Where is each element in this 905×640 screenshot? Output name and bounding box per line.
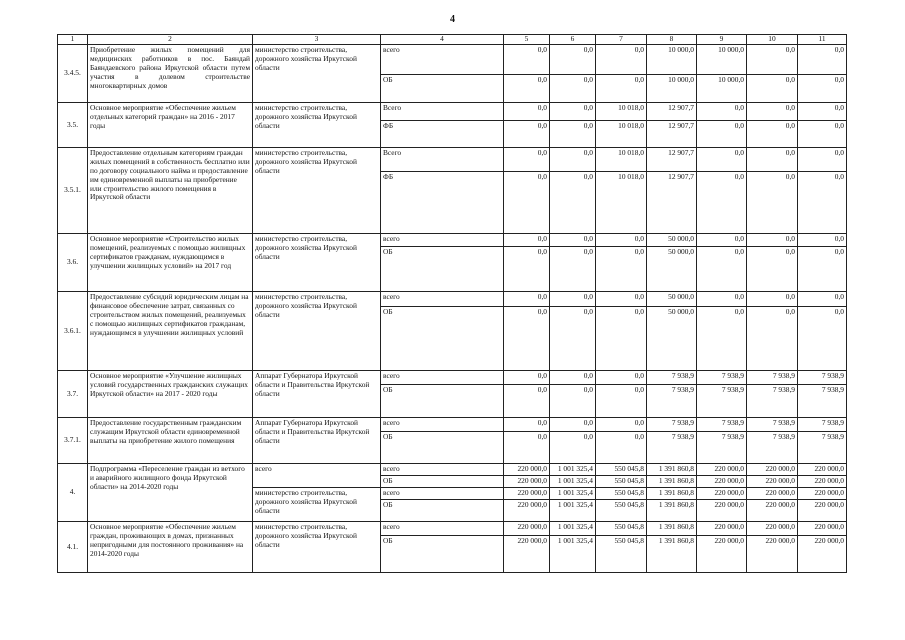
funding-source: всего [381, 464, 504, 476]
amount-cell: 0,0 [550, 307, 596, 371]
amount-cell: 7 938,9 [798, 385, 847, 418]
amount-cell: 7 938,9 [697, 385, 747, 418]
amount-cell: 1 391 860,8 [647, 536, 697, 573]
amount-cell: 0,0 [798, 148, 847, 172]
amount-cell: 0,0 [596, 75, 647, 103]
funding-source: ФБ [381, 172, 504, 234]
col-header: 9 [697, 35, 747, 45]
col-header: 7 [596, 35, 647, 45]
amount-cell: 0,0 [798, 234, 847, 247]
table-row [58, 292, 847, 307]
amount-cell: 0,0 [747, 148, 798, 172]
amount-cell: 0,0 [550, 234, 596, 247]
amount-cell: 220 000,0 [798, 522, 847, 536]
amount-cell: 0,0 [550, 45, 596, 75]
amount-cell: 1 001 325,4 [550, 476, 596, 488]
amount-cell: 0,0 [504, 121, 550, 148]
amount-cell: 12 907,7 [647, 148, 697, 172]
row-name: Основное мероприятие «Обеспечение жильем граждан, проживающих в домах, признанных непригодными для постоянного проживания» на 2014-2020 годы [88, 522, 253, 573]
amount-cell: 0,0 [550, 292, 596, 307]
row-executor: министерство строительства, дорожного хозяйства Иркутской области [253, 292, 381, 371]
row-executor: министерство строительства, дорожного хозяйства Иркутской области [253, 45, 381, 103]
row-code: 4.1. [58, 522, 88, 573]
funding-source: ОБ [381, 385, 504, 418]
amount-cell: 220 000,0 [504, 536, 550, 573]
amount-cell: 220 000,0 [747, 488, 798, 500]
amount-cell: 0,0 [697, 307, 747, 371]
amount-cell: 220 000,0 [747, 500, 798, 522]
amount-cell: 220 000,0 [697, 464, 747, 476]
amount-cell: 0,0 [697, 247, 747, 292]
amount-cell: 0,0 [697, 172, 747, 234]
amount-cell: 1 391 860,8 [647, 464, 697, 476]
funding-source: всего [381, 522, 504, 536]
amount-cell: 7 938,9 [798, 432, 847, 464]
amount-cell: 0,0 [747, 247, 798, 292]
amount-cell: 220 000,0 [697, 488, 747, 500]
funding-source: всего [381, 488, 504, 500]
amount-cell: 0,0 [697, 234, 747, 247]
amount-cell: 0,0 [798, 121, 847, 148]
amount-cell: 1 001 325,4 [550, 500, 596, 522]
col-header: 6 [550, 35, 596, 45]
amount-cell: 0,0 [550, 418, 596, 432]
amount-cell: 550 045,8 [596, 464, 647, 476]
col-header: 5 [504, 35, 550, 45]
amount-cell: 7 938,9 [798, 418, 847, 432]
table-row [58, 234, 847, 247]
funding-source: всего [381, 234, 504, 247]
table-row [58, 371, 847, 385]
row-name: Основное мероприятие «Улучшение жилищных условий государственных гражданских служащих Иркутской области» на 2017 - 2020 годы [88, 371, 253, 418]
amount-cell: 0,0 [504, 172, 550, 234]
amount-cell: 7 938,9 [647, 371, 697, 385]
amount-cell: 220 000,0 [504, 476, 550, 488]
funding-source: ОБ [381, 476, 504, 488]
row-name: Основное мероприятие «Обеспечение жильем отдельных категорий граждан» на 2016 - 2017 годы [88, 103, 253, 148]
amount-cell: 0,0 [747, 172, 798, 234]
row-name: Подпрограмма «Переселение граждан из ветхого и аварийного жилищного фонда Иркутской области» на 2014-2020 годы [88, 464, 253, 522]
amount-cell: 220 000,0 [504, 464, 550, 476]
row-code: 3.6.1. [58, 292, 88, 371]
amount-cell: 550 045,8 [596, 536, 647, 573]
amount-cell: 1 001 325,4 [550, 522, 596, 536]
amount-cell: 220 000,0 [798, 476, 847, 488]
row-code: 3.4.5. [58, 45, 88, 103]
amount-cell: 7 938,9 [747, 371, 798, 385]
amount-cell: 220 000,0 [798, 500, 847, 522]
amount-cell: 0,0 [798, 45, 847, 75]
amount-cell: 0,0 [747, 121, 798, 148]
funding-source: ОБ [381, 500, 504, 522]
amount-cell: 0,0 [697, 103, 747, 121]
amount-cell: 1 001 325,4 [550, 464, 596, 476]
amount-cell: 0,0 [504, 385, 550, 418]
amount-cell: 0,0 [697, 292, 747, 307]
funding-source: всего [381, 371, 504, 385]
amount-cell: 0,0 [504, 45, 550, 75]
amount-cell: 10 018,0 [596, 148, 647, 172]
col-header: 2 [88, 35, 253, 45]
amount-cell: 7 938,9 [647, 385, 697, 418]
header-row [58, 35, 847, 45]
amount-cell: 220 000,0 [798, 488, 847, 500]
amount-cell: 0,0 [504, 103, 550, 121]
amount-cell: 0,0 [798, 75, 847, 103]
amount-cell: 0,0 [596, 418, 647, 432]
row-name: Предоставление государственным гражданским служащим Иркутской области единовременной выплаты на приобретение жилого помещения [88, 418, 253, 464]
amount-cell: 10 000,0 [647, 75, 697, 103]
funding-source: всего [381, 45, 504, 75]
table-row [58, 148, 847, 172]
amount-cell: 220 000,0 [697, 536, 747, 573]
amount-cell: 1 391 860,8 [647, 500, 697, 522]
amount-cell: 0,0 [798, 247, 847, 292]
budget-table [57, 34, 847, 573]
amount-cell: 0,0 [596, 45, 647, 75]
row-executor: министерство строительства, дорожного хозяйства Иркутской области [253, 522, 381, 573]
col-header: 1 [58, 35, 88, 45]
amount-cell: 10 018,0 [596, 121, 647, 148]
amount-cell: 220 000,0 [798, 536, 847, 573]
amount-cell: 0,0 [550, 371, 596, 385]
amount-cell: 0,0 [747, 103, 798, 121]
amount-cell: 10 000,0 [647, 45, 697, 75]
row-executor: министерство строительства, дорожного хозяйства Иркутской области [253, 234, 381, 292]
amount-cell: 220 000,0 [747, 522, 798, 536]
amount-cell: 0,0 [798, 172, 847, 234]
amount-cell: 7 938,9 [747, 385, 798, 418]
funding-source: всего [381, 418, 504, 432]
amount-cell: 7 938,9 [647, 418, 697, 432]
row-code: 3.5.1. [58, 148, 88, 234]
funding-source: ОБ [381, 247, 504, 292]
amount-cell: 12 907,7 [647, 103, 697, 121]
amount-cell: 550 045,8 [596, 500, 647, 522]
table-row [58, 418, 847, 432]
amount-cell: 7 938,9 [697, 432, 747, 464]
amount-cell: 220 000,0 [798, 464, 847, 476]
amount-cell: 550 045,8 [596, 476, 647, 488]
row-code: 3.6. [58, 234, 88, 292]
amount-cell: 0,0 [798, 103, 847, 121]
amount-cell: 10 018,0 [596, 172, 647, 234]
amount-cell: 0,0 [550, 172, 596, 234]
amount-cell: 0,0 [550, 247, 596, 292]
row-executor: министерство строительства, дорожного хозяйства Иркутской области [253, 148, 381, 234]
amount-cell: 0,0 [504, 418, 550, 432]
amount-cell: 0,0 [504, 432, 550, 464]
amount-cell: 220 000,0 [504, 488, 550, 500]
amount-cell: 0,0 [747, 234, 798, 247]
amount-cell: 0,0 [596, 247, 647, 292]
amount-cell: 50 000,0 [647, 247, 697, 292]
table-row [58, 522, 847, 536]
amount-cell: 220 000,0 [697, 476, 747, 488]
amount-cell: 0,0 [550, 75, 596, 103]
amount-cell: 50 000,0 [647, 307, 697, 371]
amount-cell: 0,0 [747, 75, 798, 103]
amount-cell: 0,0 [697, 121, 747, 148]
amount-cell: 0,0 [596, 234, 647, 247]
row-executor: всего [253, 464, 381, 488]
amount-cell: 7 938,9 [647, 432, 697, 464]
amount-cell: 0,0 [550, 148, 596, 172]
amount-cell: 0,0 [596, 307, 647, 371]
amount-cell: 220 000,0 [747, 464, 798, 476]
amount-cell: 10 000,0 [697, 45, 747, 75]
row-code: 3.5. [58, 103, 88, 148]
amount-cell: 12 907,7 [647, 172, 697, 234]
amount-cell: 7 938,9 [747, 432, 798, 464]
amount-cell: 220 000,0 [747, 536, 798, 573]
row-executor: Аппарат Губернатора Иркутской области и Правительства Иркутской области [253, 418, 381, 464]
funding-source: всего [381, 292, 504, 307]
amount-cell: 220 000,0 [504, 522, 550, 536]
funding-source: ОБ [381, 432, 504, 464]
table-row [58, 103, 847, 121]
amount-cell: 0,0 [697, 148, 747, 172]
table-row [58, 45, 847, 75]
amount-cell: 0,0 [596, 292, 647, 307]
amount-cell: 50 000,0 [647, 234, 697, 247]
amount-cell: 220 000,0 [697, 522, 747, 536]
amount-cell: 7 938,9 [697, 371, 747, 385]
amount-cell: 1 391 860,8 [647, 476, 697, 488]
amount-cell: 220 000,0 [697, 500, 747, 522]
amount-cell: 0,0 [596, 432, 647, 464]
amount-cell: 550 045,8 [596, 522, 647, 536]
amount-cell: 0,0 [504, 75, 550, 103]
page-number: 4 [450, 14, 455, 25]
amount-cell: 0,0 [504, 307, 550, 371]
amount-cell: 0,0 [747, 292, 798, 307]
funding-source: ОБ [381, 75, 504, 103]
amount-cell: 50 000,0 [647, 292, 697, 307]
amount-cell: 0,0 [550, 121, 596, 148]
amount-cell: 7 938,9 [747, 418, 798, 432]
row-code: 4. [58, 464, 88, 522]
row-executor: министерство строительства, дорожного хозяйства Иркутской области [253, 488, 381, 522]
amount-cell: 0,0 [504, 292, 550, 307]
funding-source: ФБ [381, 121, 504, 148]
row-executor: министерство строительства, дорожного хозяйства Иркутской области [253, 103, 381, 148]
amount-cell: 0,0 [550, 103, 596, 121]
amount-cell: 1 001 325,4 [550, 488, 596, 500]
amount-cell: 0,0 [596, 371, 647, 385]
amount-cell: 0,0 [504, 234, 550, 247]
amount-cell: 0,0 [798, 307, 847, 371]
row-code: 3.7.1. [58, 418, 88, 464]
row-name: Основное мероприятие «Строительство жилых помещений, реализуемых с помощью жилищных сертификатов гражданам, нуждающимся в улучшении жилищных условий» на 2017 год [88, 234, 253, 292]
amount-cell: 1 001 325,4 [550, 536, 596, 573]
amount-cell: 0,0 [504, 247, 550, 292]
table-row [58, 464, 847, 476]
col-header: 3 [253, 35, 381, 45]
amount-cell: 550 045,8 [596, 488, 647, 500]
table-body [58, 45, 847, 573]
col-header: 11 [798, 35, 847, 45]
amount-cell: 0,0 [747, 45, 798, 75]
amount-cell: 220 000,0 [747, 476, 798, 488]
amount-cell: 7 938,9 [697, 418, 747, 432]
row-code: 3.7. [58, 371, 88, 418]
amount-cell: 0,0 [798, 292, 847, 307]
amount-cell: 7 938,9 [798, 371, 847, 385]
amount-cell: 0,0 [747, 307, 798, 371]
col-header: 8 [647, 35, 697, 45]
row-name: Предоставление субсидий юридическим лицам на финансовое обеспечение затрат, связанных со строительством жилых помещений, реализуемых с помощью жилищных сертификатов гражданам, нуждающимся в улучшении жилищных условий [88, 292, 253, 371]
amount-cell: 0,0 [596, 385, 647, 418]
funding-source: Всего [381, 148, 504, 172]
amount-cell: 10 018,0 [596, 103, 647, 121]
col-header: 4 [381, 35, 504, 45]
row-name: Приобретение жилых помещений для медицинских работников в пос. Баяндай Баяндаевского района Иркутской области путем участия в долевом строительстве многоквартирных домов [88, 45, 253, 103]
amount-cell: 12 907,7 [647, 121, 697, 148]
amount-cell: 1 391 860,8 [647, 488, 697, 500]
amount-cell: 0,0 [550, 385, 596, 418]
funding-source: ОБ [381, 307, 504, 371]
row-name: Предоставление отдельным категориям граждан жилых помещений в собственность бесплатно или по договору социального найма и предоставление им единовременной выплаты на приобретение или строительство жилого помещения в Иркутской области [88, 148, 253, 234]
amount-cell: 0,0 [504, 371, 550, 385]
amount-cell: 220 000,0 [504, 500, 550, 522]
amount-cell: 10 000,0 [697, 75, 747, 103]
row-executor: Аппарат Губернатора Иркутской области и Правительства Иркутской области [253, 371, 381, 418]
funding-source: ОБ [381, 536, 504, 573]
amount-cell: 0,0 [504, 148, 550, 172]
funding-source: Всего [381, 103, 504, 121]
amount-cell: 0,0 [550, 432, 596, 464]
col-header: 10 [747, 35, 798, 45]
amount-cell: 1 391 860,8 [647, 522, 697, 536]
